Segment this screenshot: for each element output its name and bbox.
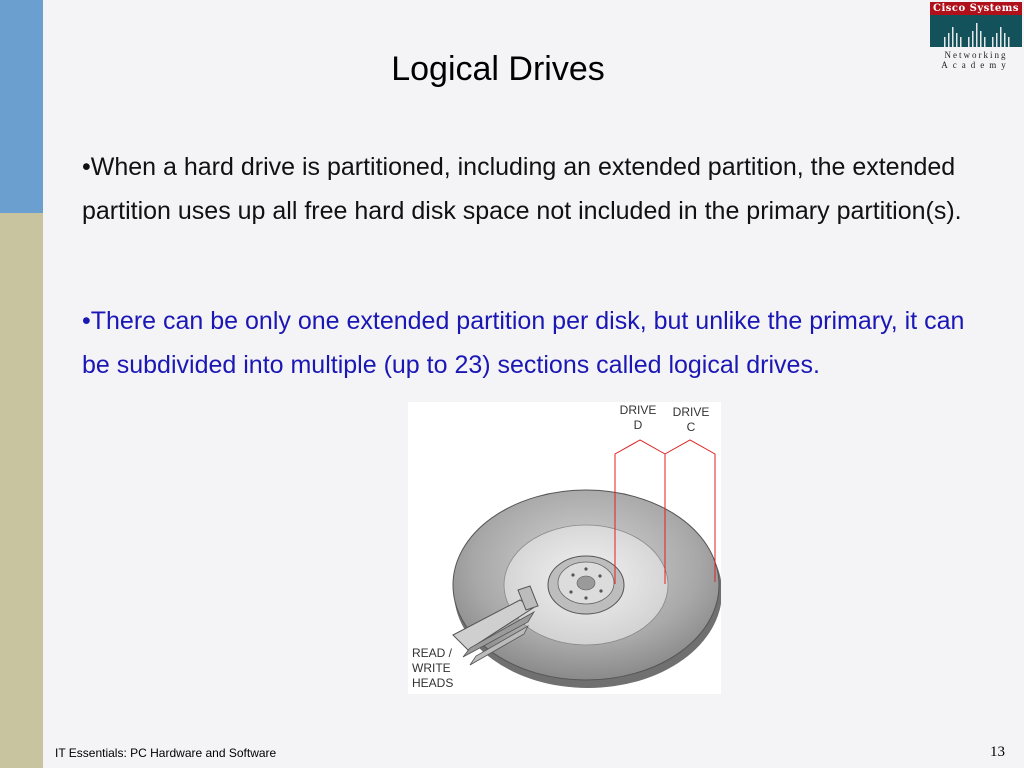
logo-academy-text: Academy	[941, 60, 1011, 70]
drive-c-label: DRIVE C	[672, 405, 710, 434]
logo-networking-text: Networking	[944, 50, 1008, 60]
footer-course-title: IT Essentials: PC Hardware and Software	[55, 746, 277, 760]
logo-brand-text: Cisco Systems	[930, 2, 1022, 15]
left-accent-bar-blue	[0, 0, 43, 213]
hard-disk-diagram	[408, 402, 721, 694]
bullet-extended-partition: •When a hard drive is partitioned, including an extended partition, the extended partition uses up all free hard disk space not included in the primary partition(s).	[82, 153, 962, 225]
drive-d-label: DRIVE D	[619, 403, 657, 432]
page-number: 13	[990, 744, 1005, 760]
bullet-logical-drives: •There can be only one extended partition per disk, but unlike the primary, it can be subdivided into multiple (up to 23) sections called logical drives.	[82, 307, 965, 379]
slide-title: Logical Drives	[391, 50, 605, 88]
left-accent-bar-tan	[0, 213, 43, 768]
read-write-heads-label: READ / WRITE HEADS	[412, 646, 454, 690]
logo-bridge-bars	[930, 15, 1022, 47]
